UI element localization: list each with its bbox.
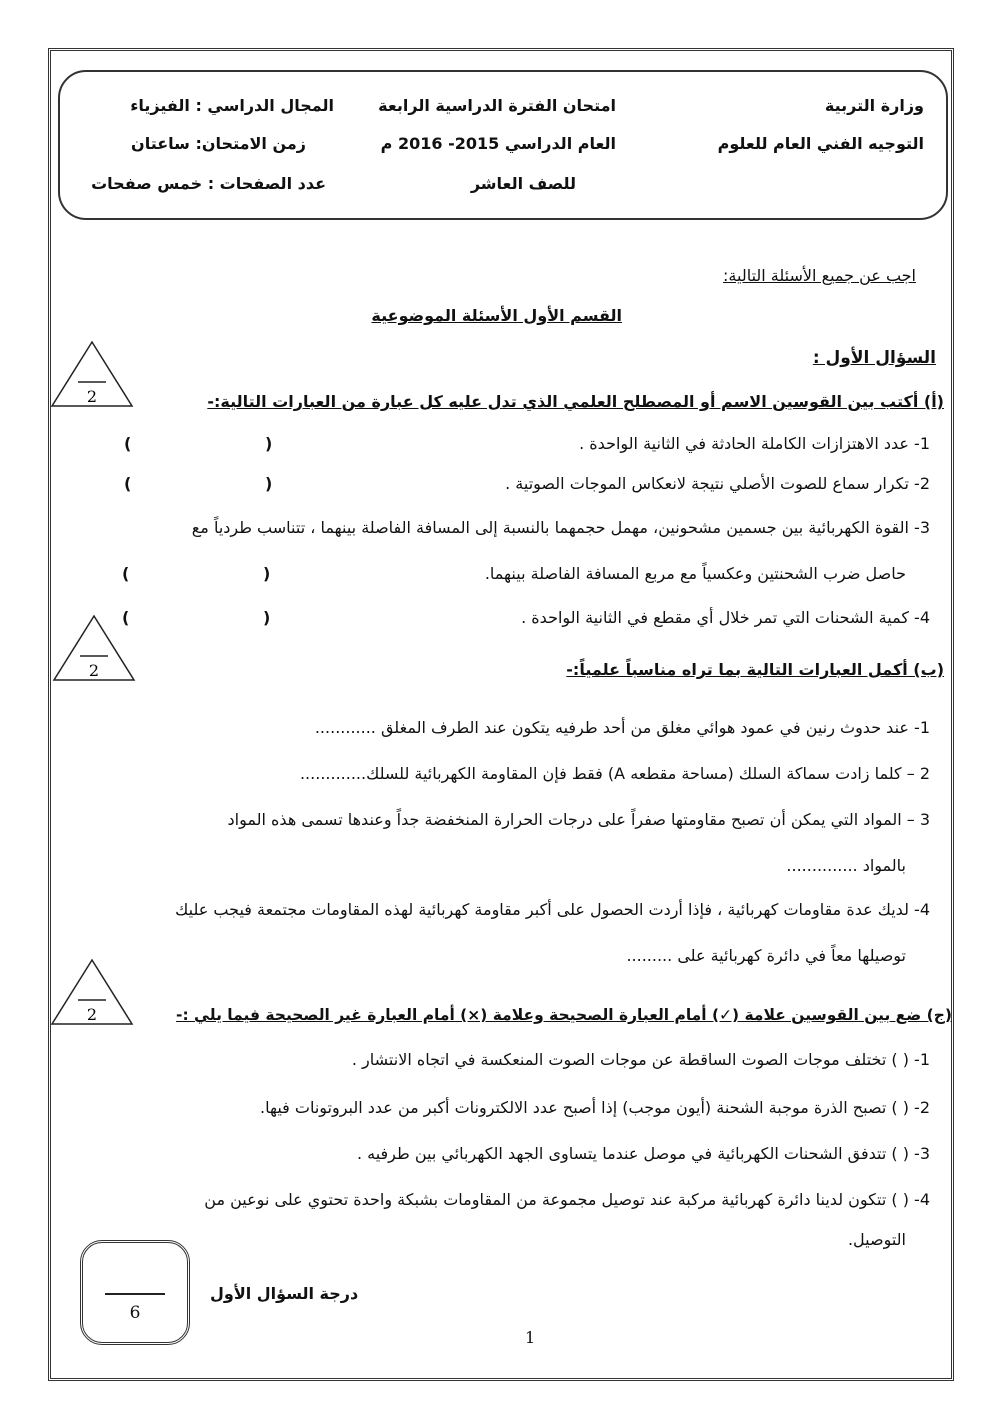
- instructions: اجب عن جميع الأسئلة التالية:: [723, 266, 916, 285]
- part-c-item-4: 4- ( ) تتكون لدينا دائرة كهربائية مركبة عند توصيل مجموعة من المقاومات بشبكة واحدة تحتوي على نوعين من: [204, 1190, 930, 1209]
- question-title: السؤال الأول :: [812, 348, 936, 368]
- answer-bracket-3[interactable]: ( ): [122, 564, 271, 583]
- part-c-item-2: 2- ( ) تصبح الذرة موجبة الشحنة (أيون موجب) إذا أصبح عدد الالكترونات أكبر من عدد البروتونات فيها.: [259, 1098, 930, 1117]
- part-b-item-3: 3 – المواد التي يمكن أن تصبح مقاومتها صفراً على درجات الحرارة المنخفضة جداً وعندها تسمى هذه المواد: [227, 810, 930, 829]
- page-border: [48, 48, 954, 1381]
- part-c-item-1: 1- ( ) تختلف موجات الصوت الساقطة عن موجات الصوت المنعكسة في اتجاه الانتشار .: [351, 1050, 930, 1069]
- directorate: التوجيه الفني العام للعلوم: [717, 134, 924, 153]
- part-c-item-3: 3- ( ) تتدفق الشحنات الكهربائية في موصل عندما يتساوى الجهد الكهربائي بين طرفيه .: [356, 1144, 930, 1163]
- page-count: عدد الصفحات : خمس صفحات: [91, 174, 326, 193]
- total-score-box: [80, 1240, 190, 1345]
- score-b: 2: [88, 661, 100, 680]
- exam-title: امتحان الفترة الدراسية الرابعة: [378, 96, 616, 115]
- score-triangle-c: [50, 958, 134, 1026]
- part-b-item-4: 4- لديك عدة مقاومات كهربائية ، فإذا أردت الحصول على أكبر مقاومة كهربائية لهذه المقاومات مجتمعة فيجب عليك: [175, 900, 930, 919]
- part-b-item-1: 1- عند حدوث رنين في عمود هوائي مغلق من أحد طرفيه يتكون عند الطرف المغلق ............: [314, 718, 930, 737]
- part-b-item-3-cont: بالمواد ..............: [786, 856, 906, 875]
- part-b-item-2: 2 – كلما زادت سماكة السلك (مساحة مقطعه A) فقط فإن المقاومة الكهربائية للسلك.............: [299, 764, 930, 783]
- answer-bracket-4[interactable]: ( ): [122, 608, 271, 627]
- part-a-heading: (أ) أكتب بين القوسين الاسم أو المصطلح العلمي الذي تدل عليه كل عبارة من العبارات التالية:-: [207, 392, 944, 411]
- answer-bracket-1[interactable]: ( ): [124, 434, 273, 453]
- page-number: 1: [525, 1328, 536, 1347]
- score-triangle-a: [50, 340, 134, 408]
- part-c-heading: (ج) ضع بين القوسين علامة (✓) أمام العبارة الصحيحة وعلامة (×) أمام العبارة غير الصحيحة فيما يلي :-: [176, 1006, 952, 1024]
- part-c-item-4-cont: التوصيل.: [847, 1230, 906, 1249]
- subject: المجال الدراسي : الفيزياء: [130, 96, 334, 115]
- score-triangle-b: [52, 614, 136, 682]
- academic-year: العام الدراسي 2015- 2016 م: [380, 134, 616, 153]
- ministry: وزارة التربية: [824, 96, 924, 115]
- part-a-item-1: 1- عدد الاهتزازات الكاملة الحادثة في الثانية الواحدة .: [579, 434, 930, 453]
- answer-bracket-2[interactable]: ( ): [124, 474, 273, 493]
- part-b-item-4-cont: توصيلها معاً في دائرة كهربائية على .........: [626, 946, 906, 965]
- grade: للصف العاشر: [470, 174, 576, 193]
- part-a-item-3: 3- القوة الكهربائية بين جسمين مشحونين، مهمل حجمهما بالنسبة إلى المسافة الفاصلة بينهما ، تتناسب طردياً مع: [191, 518, 930, 537]
- part-b-heading: (ب) أكمل العبارات التالية بما تراه مناسباً علمياً:-: [566, 660, 944, 679]
- duration: زمن الامتحان: ساعتان: [131, 134, 306, 153]
- score-a: 2: [86, 387, 98, 406]
- exam-header: [58, 70, 948, 220]
- total-score-value: 6: [129, 1303, 141, 1323]
- total-score-label: درجة السؤال الأول: [210, 1284, 359, 1303]
- part-a-item-4: 4- كمية الشحنات التي تمر خلال أي مقطع في الثانية الواحدة .: [521, 608, 930, 627]
- part-a-item-2: 2- تكرار سماع للصوت الأصلي نتيجة لانعكاس الموجات الصوتية .: [505, 474, 930, 493]
- section-title: القسم الأول الأسئلة الموضوعية: [371, 306, 622, 325]
- part-a-item-3-cont: حاصل ضرب الشحنتين وعكسياً مع مربع المسافة الفاصلة بينهما.: [484, 564, 906, 583]
- score-c: 2: [86, 1005, 98, 1024]
